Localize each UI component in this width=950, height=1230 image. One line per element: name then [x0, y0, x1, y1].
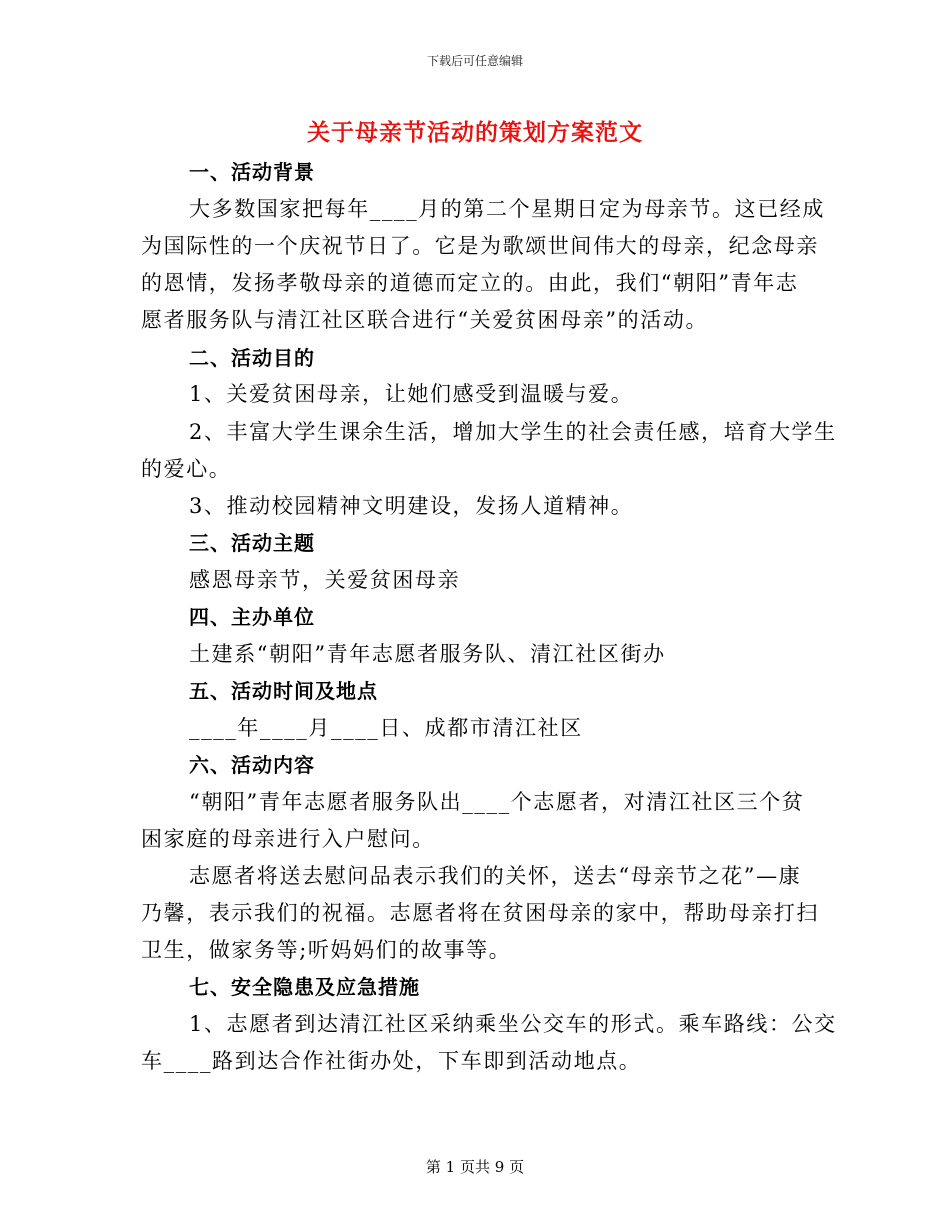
paragraph-line: 困家庭的母亲进行入户慰问。: [141, 827, 435, 851]
section-heading-time-place: 五、活动时间及地点: [189, 679, 378, 703]
paragraph-line: 土建系“朝阳”青年志愿者服务队、清江社区街办: [189, 642, 666, 666]
paragraph-line: 3、推动校园精神文明建设，发扬人道精神。: [189, 494, 634, 518]
section-heading-purpose: 二、活动目的: [189, 346, 315, 370]
paragraph-line: 1、关爱贫困母亲，让她们感受到温暖与爱。: [189, 382, 634, 406]
paragraph-line: 乃馨，表示我们的祝福。志愿者将在贫困母亲的家中，帮助母亲打扫: [141, 901, 819, 925]
paragraph-line: 卫生，做家务等;听妈妈们的故事等。: [141, 938, 512, 962]
page-header-note: 下载后可任意编辑: [426, 54, 523, 68]
paragraph-line: 1、志愿者到达清江社区采纳乘坐公交车的形式。乘车路线：公交: [189, 1012, 837, 1036]
section-heading-safety: 七、安全隐患及应急措施: [189, 975, 420, 999]
section-heading-background: 一、活动背景: [189, 160, 315, 184]
paragraph-line: “朝阳”青年志愿者服务队出____个志愿者，对清江社区三个贫: [189, 790, 805, 814]
paragraph-line: 为国际性的一个庆祝节日了。它是为歌颂世间伟大的母亲，纪念母亲: [141, 234, 819, 258]
section-heading-organizer: 四、主办单位: [189, 605, 315, 629]
page-number-footer: 第 1 页共 9 页: [425, 1158, 525, 1176]
paragraph-line: 车____路到达合作社街办处，下车即到活动地点。: [141, 1049, 642, 1073]
section-heading-theme: 三、活动主题: [189, 531, 315, 555]
paragraph-line: ____年____月____日、成都市清江社区: [189, 716, 583, 740]
paragraph-line: 感恩母亲节，关爱贫困母亲: [189, 568, 461, 592]
document-title: 关于母亲节活动的策划方案范文: [307, 119, 643, 146]
paragraph-line: 愿者服务队与清江社区联合进行“关爱贫困母亲”的活动。: [141, 308, 709, 332]
paragraph-line: 大多数国家把每年____月的第二个星期日定为母亲节。这已经成: [189, 197, 825, 221]
section-heading-content: 六、活动内容: [189, 753, 315, 777]
paragraph-line: 2、丰富大学生课余生活，增加大学生的社会责任感，培育大学生: [189, 420, 837, 444]
paragraph-line: 的爱心。: [141, 457, 232, 481]
paragraph-line: 志愿者将送去慰问品表示我们的关怀，送去“母亲节之花”—康: [189, 864, 802, 888]
paragraph-line: 的恩情，发扬孝敬母亲的道德而定立的。由此，我们“朝阳”青年志: [141, 271, 799, 295]
